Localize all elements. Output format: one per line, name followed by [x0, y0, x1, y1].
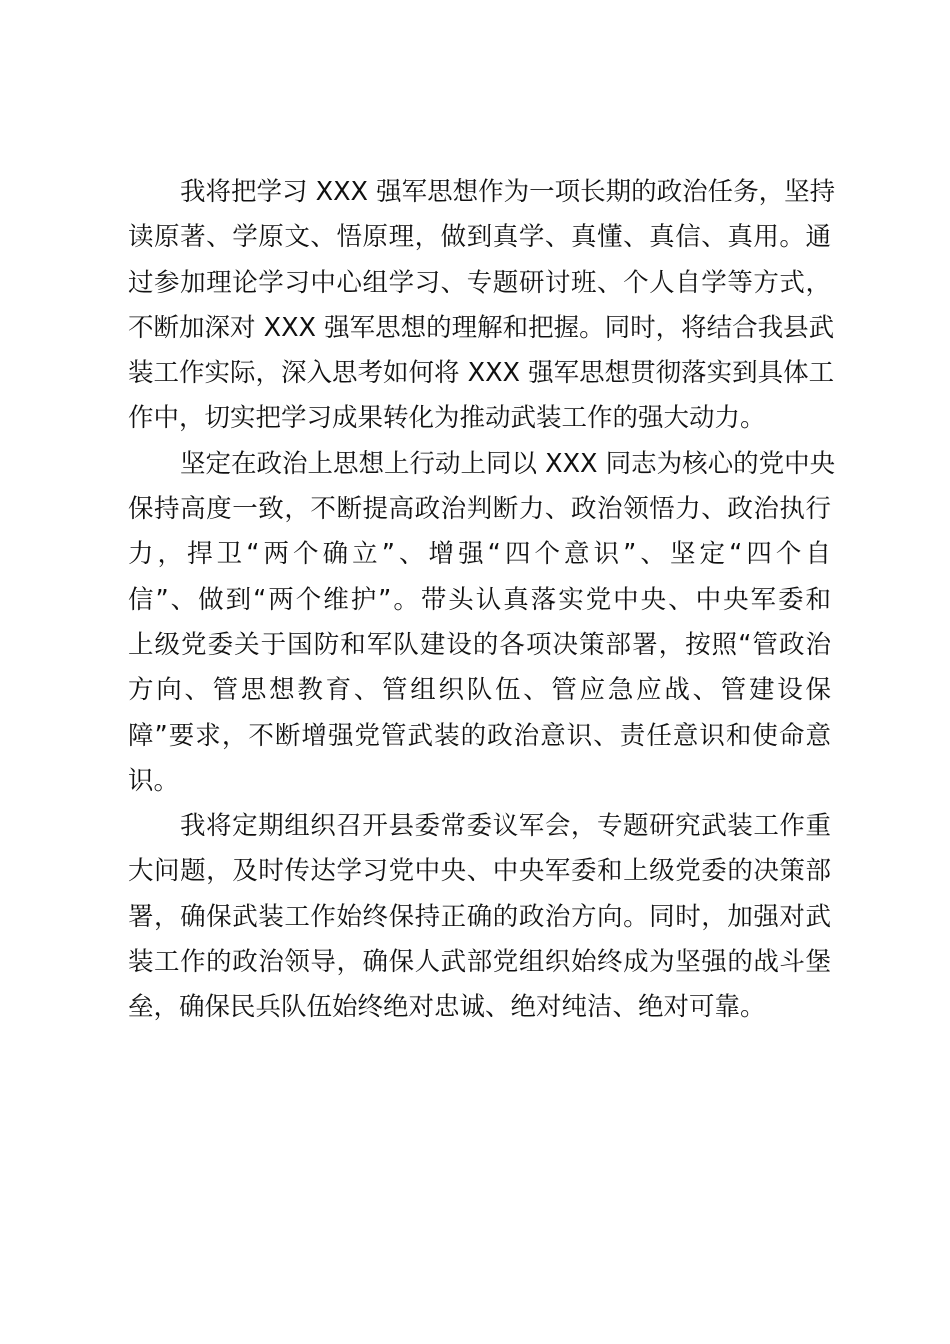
text-line: 垒，确保民兵队伍始终绝对忠诚、绝对纯洁、绝对可靠。 — [128, 992, 766, 1023]
text-line: 过参加理论学习中心组学习、专题研讨班、个人自学等方式， — [128, 267, 831, 298]
text-line: 保持高度一致，不断提高政治判断力、政治领悟力、政治执行 — [128, 494, 831, 525]
text-line: 我将定期组织召开县委常委议军会，专题研究武装工作重 — [180, 811, 831, 842]
text-line: 作中，切实把学习成果转化为推动武装工作的强大动力。 — [128, 403, 766, 434]
text-line: 方向、管思想教育、管组织队伍、管应急应战、管建设保 — [128, 675, 831, 706]
text-line: 力，捍卫“两个确立”、增强“四个意识”、坚定“四个自 — [128, 539, 831, 570]
paragraph — [128, 442, 836, 804]
text-line: 我将把学习 XXX 强军思想作为一项长期的政治任务，坚持 — [180, 177, 836, 207]
text-line: 装工作的政治领导，确保人武部党组织始终成为坚强的战斗堡 — [128, 947, 831, 978]
paragraph — [128, 804, 831, 1030]
text-line: 坚定在政治上思想上行动上同以 XXX 同志为核心的党中央 — [180, 448, 836, 479]
paragraph — [128, 170, 836, 442]
text-line: 署，确保武装工作始终保持正确的政治方向。同时，加强对武 — [128, 901, 831, 932]
text-line: 信”、做到“两个维护”。带头认真落实党中央、中央军委和 — [128, 584, 831, 615]
text-line: 读原著、学原文、悟原理，做到真学、真懂、真信、真用。通 — [128, 222, 831, 253]
text-line: 识。 — [128, 765, 180, 796]
text-line: 装工作实际，深入思考如何将 XXX 强军思想贯彻落实到具体工 — [128, 358, 835, 389]
text-line: 大问题，及时传达学习党中央、中央军委和上级党委的决策部 — [128, 856, 831, 887]
document-body — [128, 170, 836, 1031]
text-line: 不断加深对 XXX 强军思想的理解和把握。同时，将结合我县武 — [128, 312, 835, 343]
text-line: 障”要求，不断增强党管武装的政治意识、责任意识和使命意 — [128, 720, 831, 751]
text-line: 上级党委关于国防和军队建设的各项决策部署，按照“管政治 — [128, 629, 831, 660]
